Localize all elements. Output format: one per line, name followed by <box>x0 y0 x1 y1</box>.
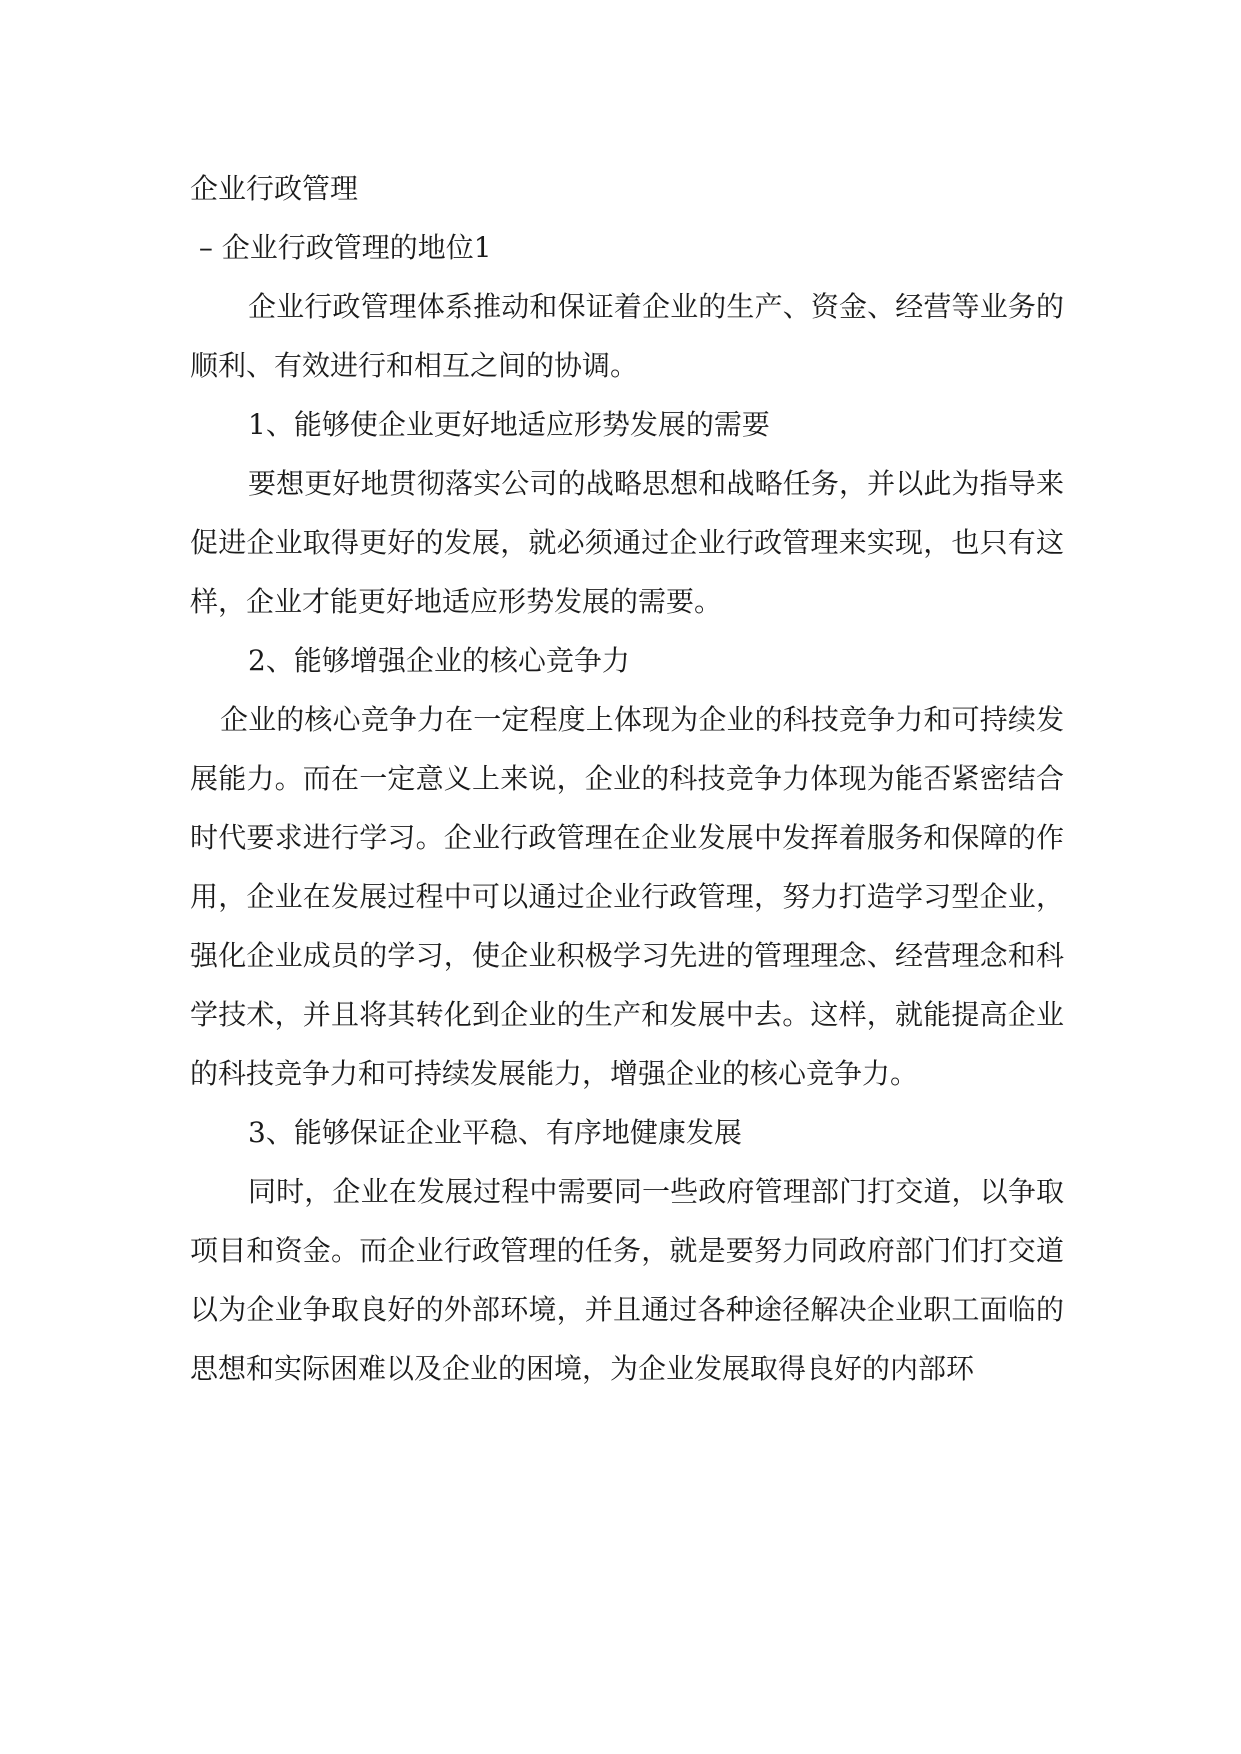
paragraph-intro: 企业行政管理体系推动和保证着企业的生产、资金、经营等业务的顺利、有效进行和相互之间的协调。 <box>190 290 1064 382</box>
point-2-body: 企业的核心竞争力在一定程度上体现为企业的科技竞争力和可持续发展能力。而在一定意义上来说，企业的科技竞争力体现为能否紧密结合时代要求进行学习。企业行政管理在企业发展中发挥着服务和保障的作用，企业在发展过程中可以通过企业行政管理，努力打造学习型企业，强化企业成员的学习，使企业积极学习先进的管理理念、经营理念和科学技术，并且将其转化到企业的生产和发展中去。这样，就能提高企业的科技竞争力和可持续发展能力，增强企业的核心竞争力。 <box>190 703 1064 1090</box>
document-body <box>190 159 1064 1398</box>
point-3-heading: 3、能够保证企业平稳、有序地健康发展 <box>248 1116 742 1149</box>
section-heading: – 企业行政管理的地位1 <box>190 231 492 264</box>
document-title: 企业行政管理 <box>190 172 359 205</box>
point-3-body: 同时，企业在发展过程中需要同一些政府管理部门打交道，以争取项目和资金。而企业行政管理的任务，就是要努力同政府部门们打交道以为企业争取良好的外部环境，并且通过各种途径解决企业职工面临的思想和实际困难以及企业的困境，为企业发展取得良好的内部环 <box>190 1175 1064 1385</box>
point-1-body: 要想更好地贯彻落实公司的战略思想和战略任务，并以此为指导来促进企业取得更好的发展，就必须通过企业行政管理来实现，也只有这样，企业才能更好地适应形势发展的需要。 <box>190 467 1064 618</box>
point-2-heading: 2、能够增强企业的核心竞争力 <box>248 644 630 677</box>
point-1-heading: 1、能够使企业更好地适应形势发展的需要 <box>248 408 770 441</box>
